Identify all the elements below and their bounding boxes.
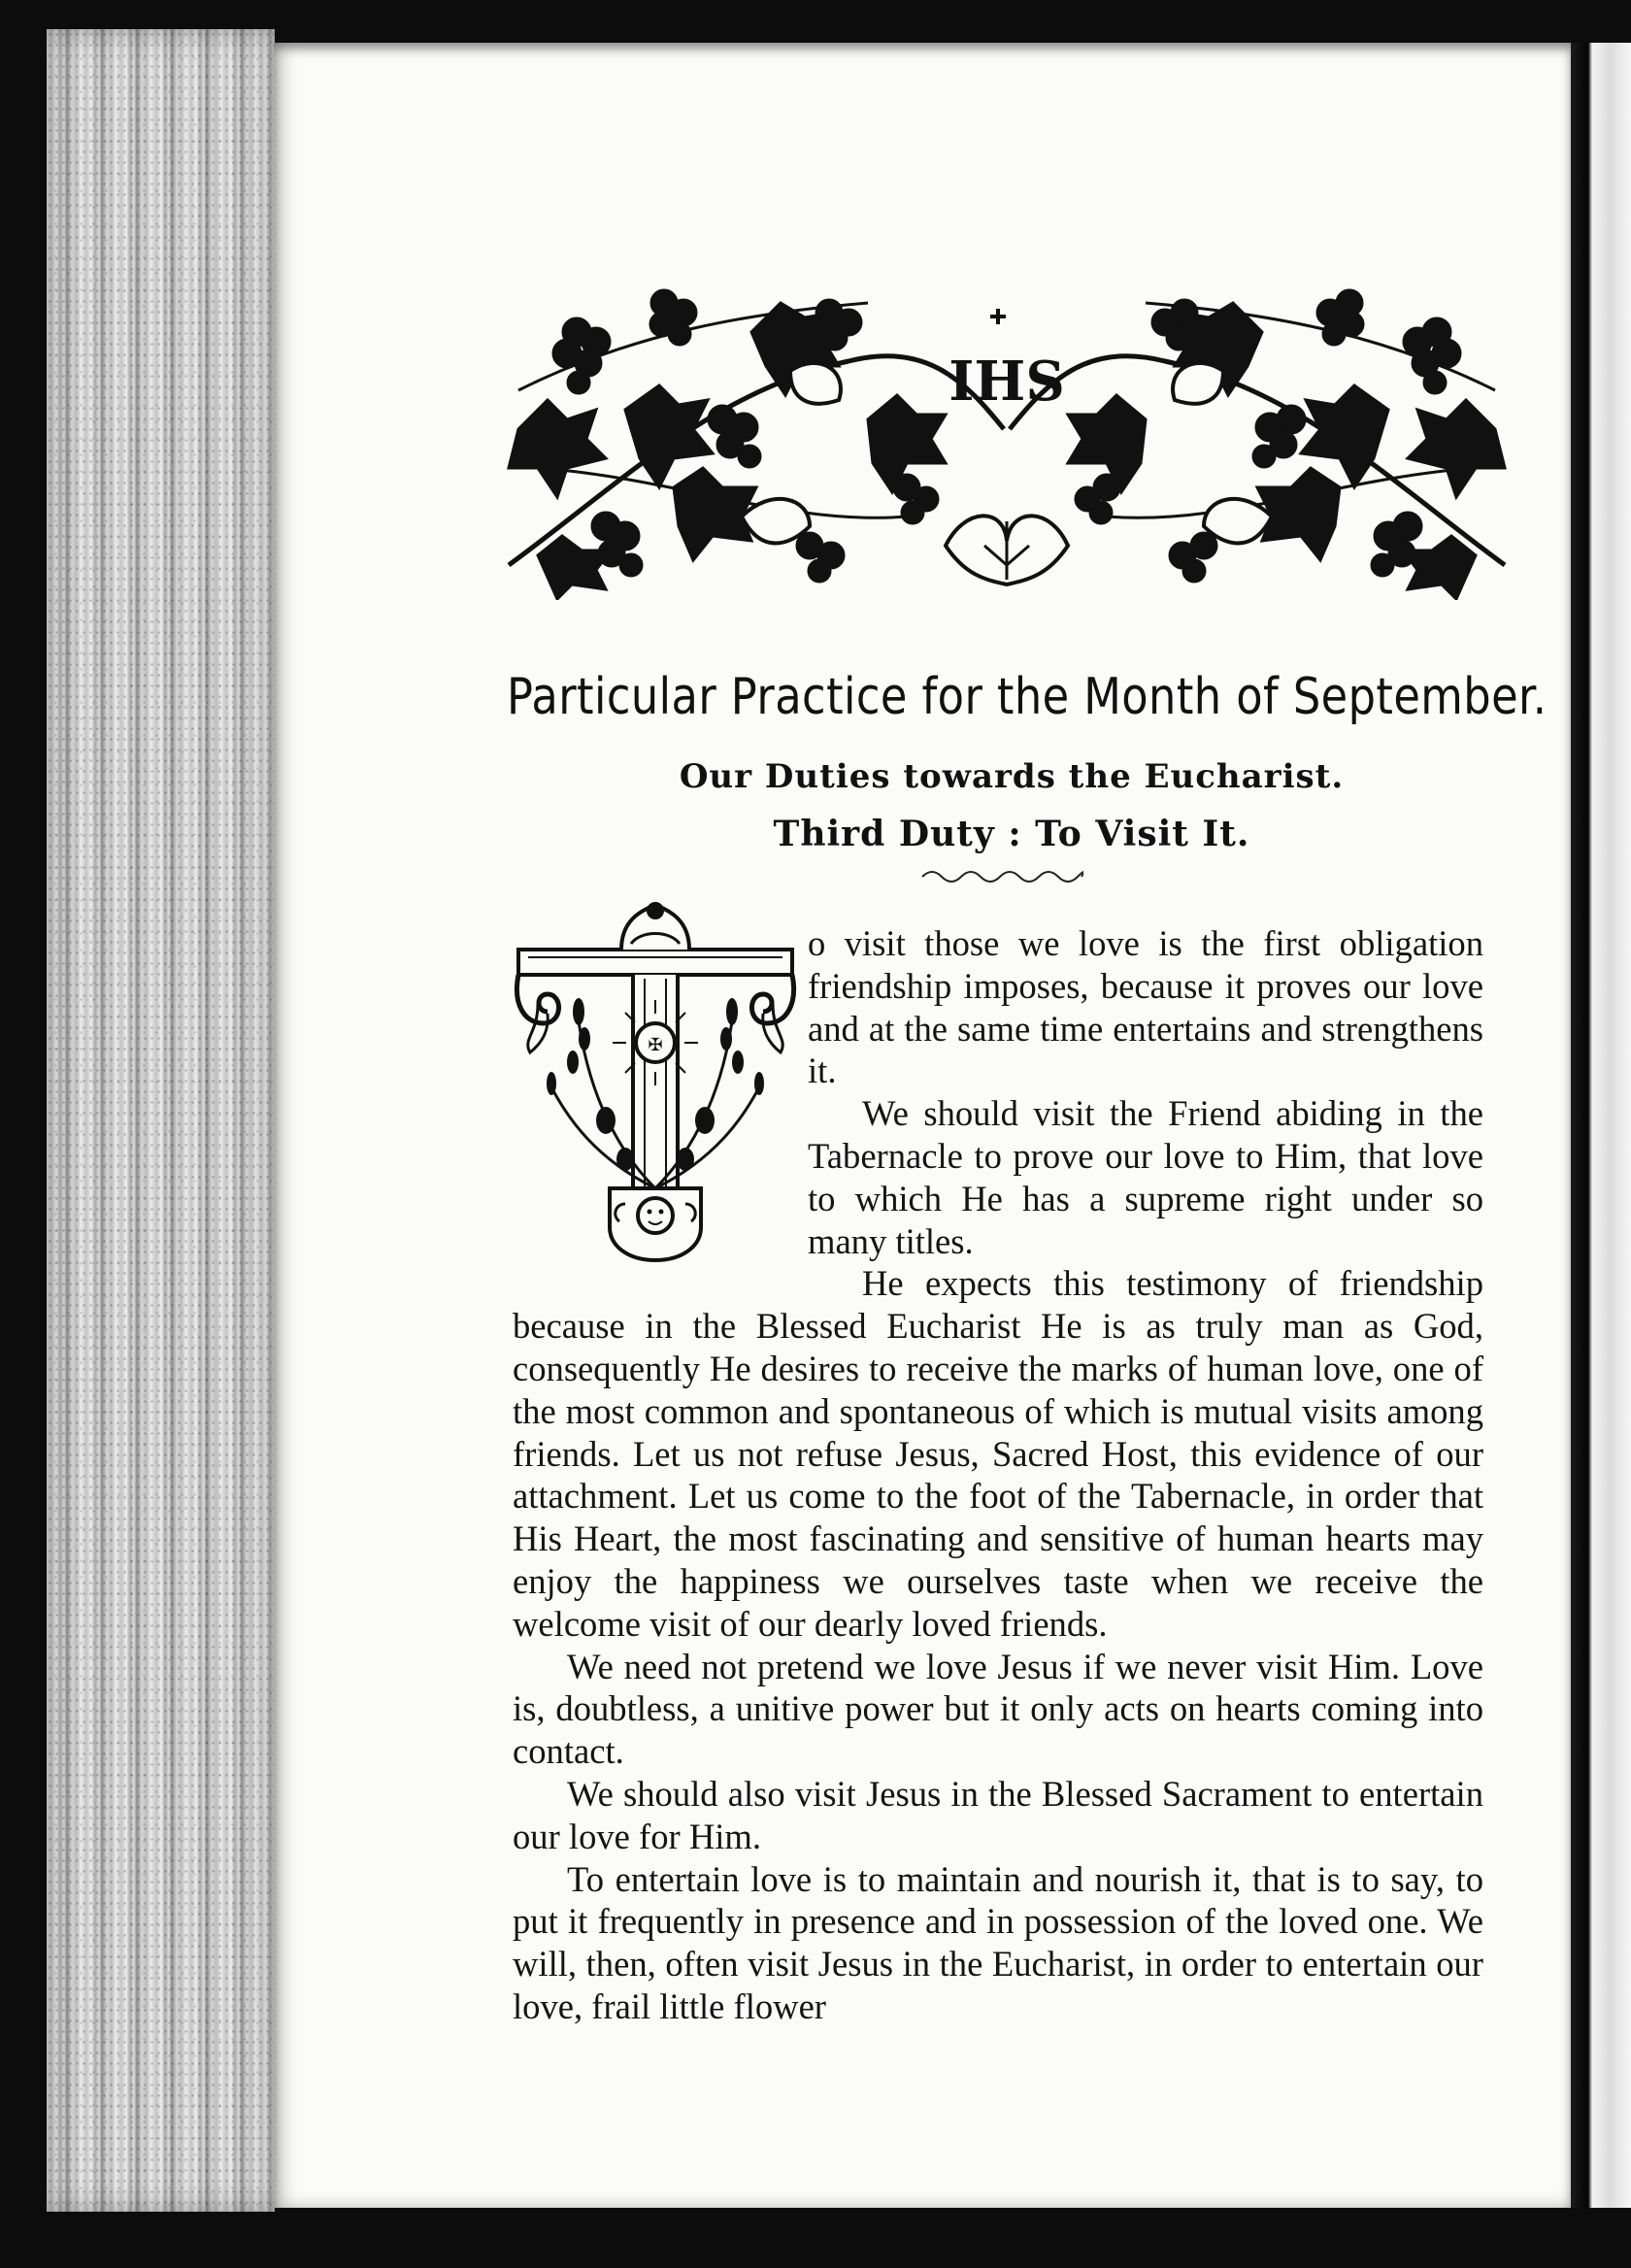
paragraph-5: We should also visit Jesus in the Blessed Sacrament to entertain our love for Him. [513, 1773, 1483, 1856]
wavy-divider-icon [920, 868, 1083, 885]
paragraph-2: We should visit the Friend abiding in the Tabernacle to prove our love to Him, that love to which He has a supreme right under so many titles. [808, 1093, 1483, 1261]
grapevine-ornament-icon [499, 274, 1514, 600]
page-title: Particular Practice for the Month of September. [507, 668, 1548, 726]
paragraph-1: o visit those we love is the first obligation friendship imposes, because it proves our love and at the same time entertains and strengthens it. [808, 923, 1483, 1091]
ihs-monogram: IHS [949, 350, 1065, 414]
svg-text:✠: ✠ [648, 1035, 663, 1055]
paragraph-4: We need not pretend we love Jesus if we never visit Him. Love is, doubtless, a unitive power but it only acts on hearts coming into contact. [513, 1646, 1483, 1772]
paragraph-6: To entertain love is to maintain and nourish it, that is to say, to put it frequently in presence and in possession of the loved one. We will, then, often visit Jesus in the Eucharist, in order to entertain our love, frail little flower [513, 1858, 1483, 2026]
body-text [513, 922, 1483, 2028]
duty-subtitle: Third Duty : To Visit It. [773, 814, 1250, 854]
book-right-edge [1571, 43, 1631, 2208]
section-subtitle: Our Duties towards the Eucharist. [679, 757, 1345, 796]
book-page-edges [47, 29, 275, 2212]
floral-ornament-banner [499, 274, 1514, 600]
paragraph-3: He expects this testimony of friendship because in the Blessed Eucharist He is as truly man as God, consequently He desires to receive the marks of human love, one of the most common and spontaneous of which is mutual visits among friends. Let us not refuse Jesus, Sacred Host, this evidence of our attachment. Let us come to the foot of the Tabernacle, in order that His Heart, the most fascinating and sensitive of human hearts may enjoy the happiness we ourselves taste when we receive the welcome visit of our dearly loved friends. [513, 1263, 1483, 1644]
drop-cap-wrap-area [509, 903, 802, 1285]
